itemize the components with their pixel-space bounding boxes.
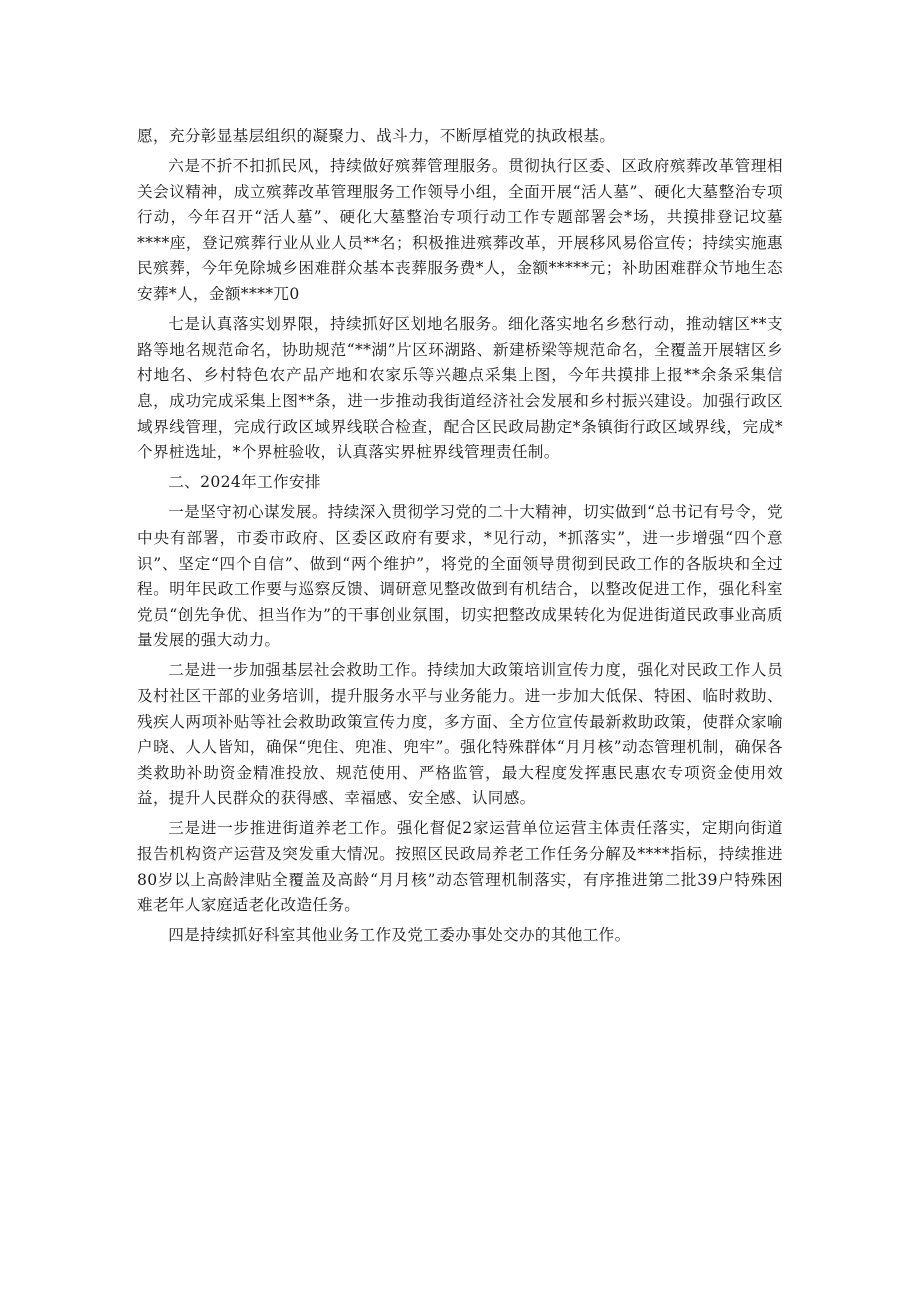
paragraph-plan-three: 三是进一步推进街道养老工作。强化督促2家运营单位运营主体责任落实，定期向街道报告机构资产运营及突发重大情况。按照区民政局养老工作任务分解及****指标，持续推进80岁以上高龄津贴全覆盖及高龄“月月核”动态管理机制落实，有序推进第二批39户特殊困难老年人家庭适老化改造任务。 bbox=[137, 819, 783, 915]
paragraph-plan-two: 二是进一步加强基层社会救助工作。持续加大政策培训宣传力度，强化对民政工作人员及村社区干部的业务培训，提升服务水平与业务能力。进一步加大低保、特困、临时救助、残疾人两项补贴等社会救助政策宣传力度，多方面、全方位宣传最新救助政策，使群众家喻户晓、人人皆知，确保“兜住、兜准、兜牢”。强化特殊群体“月月核”动态管理机制，确保各类救助补助资金精准投放、规范使用、严格监管，最大程度发挥惠民惠农专项资金使用效益，提升人民群众的获得感、幸福感、安全感、认同感。 bbox=[137, 661, 783, 808]
paragraph-plan-one: 一是坚守初心谋发展。持续深入贯彻学习党的二十大精神，切实做到“总书记有号令，党中央有部署，市委市政府、区委区政府有要求，*见行动，*抓落实”，进一步增强“四个意识”、坚定“四个自信”、做到“两个维护”，将党的全面领导贯彻到民政工作的各版块和全过程。明年民政工作要与巡察反馈、调研意见整改做到有机结合，以整改促进工作，强化科室党员“创先争优、担当作为”的干事创业氛围，切实把整改成果转化为促进街道民政事业高质量发展的强大动力。 bbox=[137, 503, 783, 650]
section-heading-2024-plan: 二、2024年工作安排 bbox=[168, 473, 321, 492]
document-page bbox=[137, 124, 783, 953]
paragraph-funeral-management: 六是不折不扣抓民风，持续做好殡葬管理服务。贯彻执行区委、区政府殡葬改革管理相关会议精神，成立殡葬改革管理服务工作领导小组，全面开展“活人墓”、硬化大墓整治专项行动，今年召开“活人墓”、硬化大墓整治专项行动工作专题部署会*场，共摸排登记坟墓****座，登记殡葬行业从业人员**名；积极推进殡葬改革，开展移风易俗宣传；持续实施惠民殡葬，今年免除城乡困难群众基本丧葬服务费*人，金额*****元；补助困难群众节地生态安葬*人，金额****兀0 bbox=[137, 157, 783, 304]
paragraph-closing-previous: 愿，充分彰显基层组织的凝聚力、战斗力，不断厚植党的执政根基。 bbox=[137, 127, 616, 145]
paragraph-plan-four: 四是持续抓好科室其他业务工作及党工委办事处交办的其他工作。 bbox=[168, 926, 631, 945]
paragraph-place-names: 七是认真落实划界限，持续抓好区划地名服务。细化落实地名乡愁行动，推动辖区**支路等地名规范命名，协助规范“**湖”片区环湖路、新建桥梁等规范命名，全覆盖开展辖区乡村地名、乡村特色农产品产地和农家乐等兴趣点采集上图，今年共摸排上报**余条采集信息，成功完成采集上图**条，进一步推动我街道经济社会发展和乡村振兴建设。加强行政区域界线管理，完成行政区域界线联合检查，配合区民政局勘定*条镇街行政区域界线，完成*个界桩选址，*个界桩验收，认真落实界桩界线管理责任制。 bbox=[137, 315, 783, 462]
